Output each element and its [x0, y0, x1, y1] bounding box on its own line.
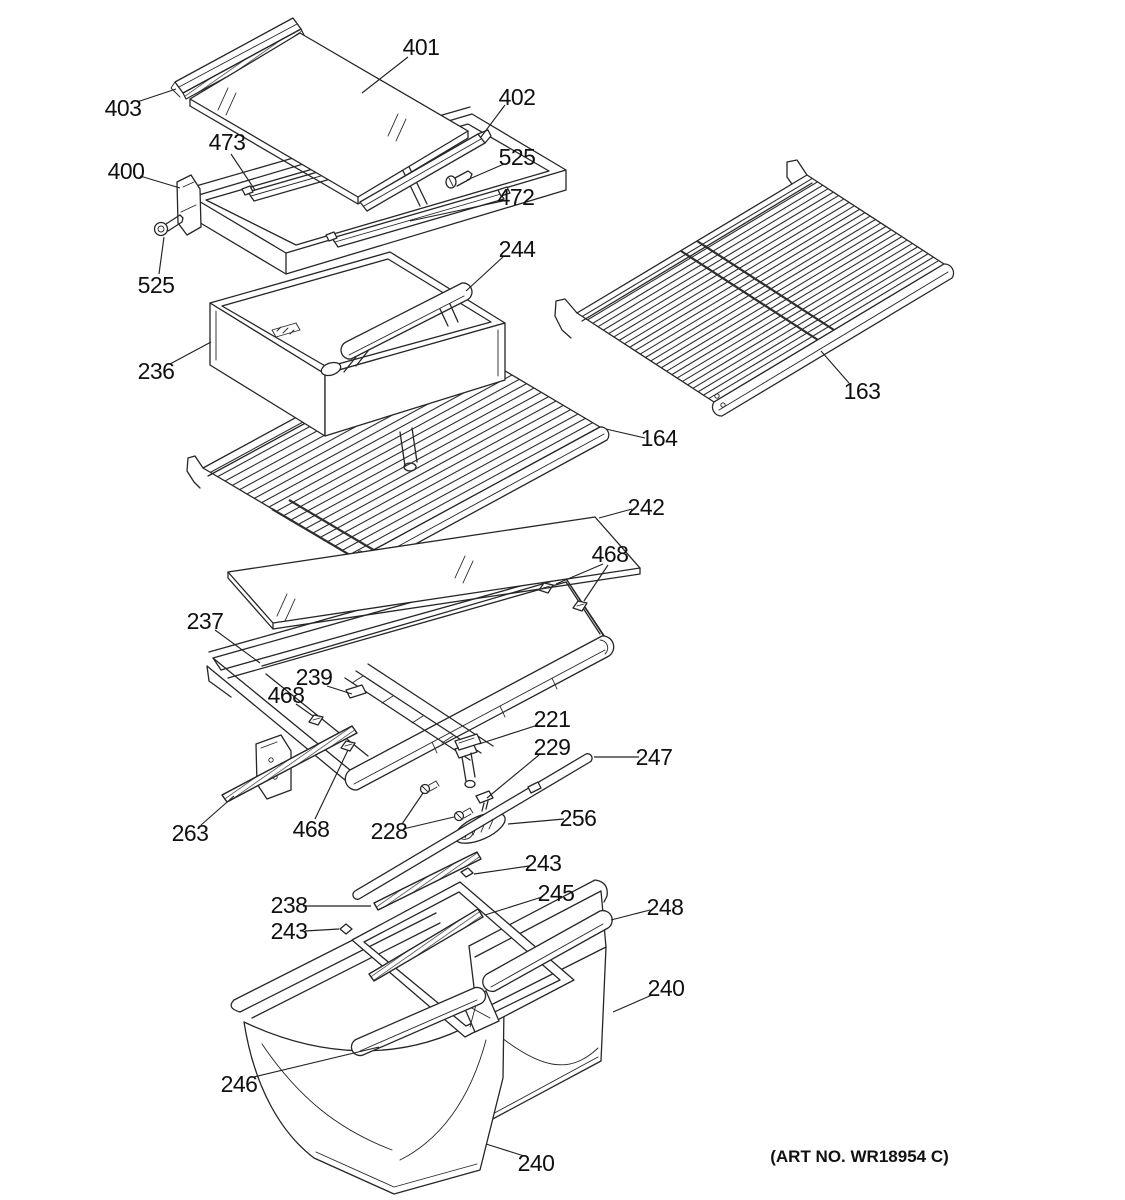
callout-239: 239 [295, 664, 333, 690]
leader-400 [140, 176, 180, 188]
leader-243 [305, 929, 339, 931]
callout-468: 468 [267, 682, 305, 708]
callout-246: 246 [220, 1071, 258, 1097]
leader-525 [159, 237, 164, 274]
wire-shelf-163 [555, 160, 954, 416]
leader-164 [606, 429, 645, 438]
clip-229 [476, 791, 493, 811]
callout-473: 473 [208, 129, 246, 155]
callout-238: 238 [270, 892, 308, 918]
callout-468: 468 [292, 816, 330, 842]
callout-229: 229 [533, 734, 571, 760]
clip-243-lower [340, 924, 352, 934]
callout-248: 248 [646, 894, 684, 920]
callout-244: 244 [498, 236, 536, 262]
leader-236 [170, 342, 211, 364]
screws-228 [421, 781, 474, 821]
callout-163: 163 [843, 378, 881, 404]
callout-525: 525 [137, 272, 175, 298]
leader-243 [474, 866, 529, 874]
callout-240: 240 [517, 1150, 555, 1176]
callout-242: 242 [627, 494, 665, 520]
callout-221: 221 [533, 706, 571, 732]
leader-228 [403, 817, 454, 829]
callout-243: 243 [524, 850, 562, 876]
callout-400: 400 [107, 158, 145, 184]
callout-403: 403 [104, 95, 142, 121]
callout-164: 164 [640, 425, 678, 451]
callout-263: 263 [171, 820, 209, 846]
callout-402: 402 [498, 84, 536, 110]
callout-256: 256 [559, 805, 597, 831]
callout-401: 401 [402, 34, 440, 60]
leader-248 [611, 910, 650, 920]
art-number: (ART NO. WR18954 C) [770, 1147, 949, 1166]
leader-256 [508, 819, 564, 824]
leader-468 [315, 750, 348, 819]
callout-245: 245 [537, 880, 575, 906]
leader-221 [479, 725, 538, 744]
callout-525: 525 [498, 144, 536, 170]
callout-237: 237 [186, 608, 224, 634]
callout-240: 240 [647, 975, 685, 1001]
callout-247: 247 [635, 744, 673, 770]
callout-236: 236 [137, 358, 175, 384]
rail-245 [369, 909, 483, 981]
leader-403 [137, 89, 176, 102]
clip-243-upper [461, 868, 473, 877]
callout-243: 243 [270, 918, 308, 944]
leader-240 [613, 995, 652, 1012]
callout-228: 228 [370, 818, 408, 844]
callout-468: 468 [591, 541, 629, 567]
callout-472: 472 [497, 184, 535, 210]
